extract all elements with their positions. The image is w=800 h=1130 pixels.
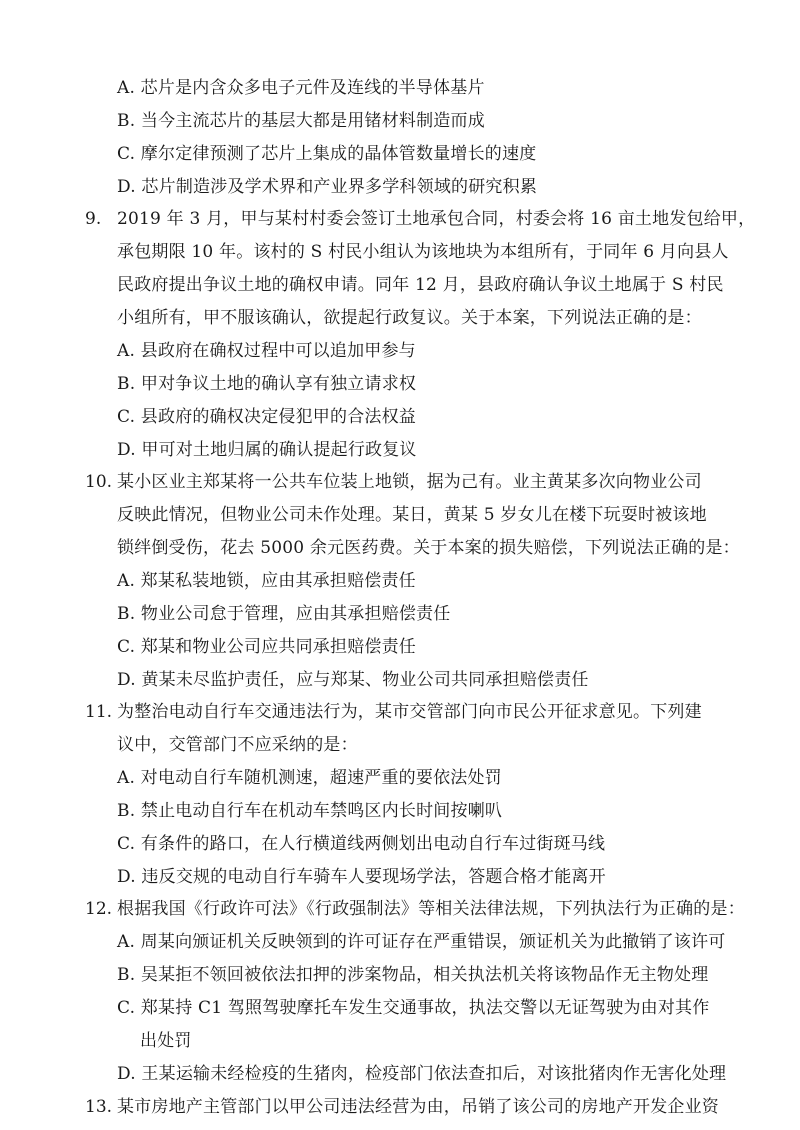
q12-stem-line: 根据我国《行政许可法》《行政强制法》等相关法律法规，下列执法行为正确的是： [117,899,745,919]
q12-option-b: B. 吴某拒不领回被依法扣押的涉案物品，相关执法机关将该物品作无主物处理 [117,965,709,985]
q12-option-d: D. 王某运输未经检疫的生猪肉，检疫部门依法查扣后，对该批猪肉作无害化处理 [117,1064,727,1084]
q10-number: 10. [85,472,113,492]
q9-stem-line: 小组所有，甲不服该确认，欲提起行政复议。关于本案，下列说法正确的是： [117,308,702,328]
q12-option-c-continued: 出处罚 [140,1031,192,1051]
q10-option-c: C. 郑某和物业公司应共同承担赔偿责任 [117,637,417,657]
q11-option-b: B. 禁止电动自行车在机动车禁鸣区内长时间按喇叭 [117,801,503,821]
q11-option-a: A. 对电动自行车随机测速，超速严重的要依法处罚 [117,768,502,788]
q11-stem-line: 议中，交管部门不应采纳的是： [117,735,358,755]
q10-stem-line: 反映此情况，但物业公司未作处理。某日，黄某 5 岁女儿在楼下玩耍时被该地 [117,505,707,525]
q8-option-a: A. 芯片是内含众多电子元件及连线的半导体基片 [117,78,485,98]
q10-option-b: B. 物业公司怠于管理，应由其承担赔偿责任 [117,604,451,624]
q11-option-c: C. 有条件的路口，在人行横道线两侧划出电动自行车过街斑马线 [117,834,606,854]
q10-option-d: D. 黄某未尽监护责任，应与郑某、物业公司共同承担赔偿责任 [117,670,589,690]
q11-number: 11. [85,702,113,722]
q9-option-d: D. 甲可对土地归属的确认提起行政复议 [117,440,417,460]
q9-option-a: A. 县政府在确权过程中可以追加甲参与 [117,341,416,361]
q8-option-d: D. 芯片制造涉及学术界和产业界多学科领域的研究积累 [117,177,538,197]
q13-number: 13. [85,1097,113,1117]
q9-stem-line: 2019 年 3 月，甲与某村村委会签订土地承包合同，村委会将 16 亩土地发包给甲， [117,209,756,229]
q9-option-c: C. 县政府的确权决定侵犯甲的合法权益 [117,407,417,427]
q12-option-a: A. 周某向颁证机关反映领到的许可证存在严重错误，颁证机关为此撤销了该许可 [117,932,726,952]
q9-option-b: B. 甲对争议土地的确认享有独立请求权 [117,374,417,394]
q11-stem-line: 为整治电动自行车交通违法行为，某市交管部门向市民公开征求意见。下列建 [117,702,702,722]
q13-stem-line: 某市房地产主管部门以甲公司违法经营为由，吊销了该公司的房地产开发企业资 [117,1097,719,1117]
q9-number: 9. [85,209,102,229]
q10-stem-line: 某小区业主郑某将一公共车位装上地锁，据为己有。业主黄某多次向物业公司 [117,472,702,492]
q12-number: 12. [85,899,113,919]
q10-stem-line: 锁绊倒受伤，花去 5000 余元医药费。关于本案的损失赔偿，下列说法正确的是： [117,538,740,558]
q8-option-b: B. 当今主流芯片的基层大都是用锗材料制造而成 [117,111,485,131]
q9-stem-line: 民政府提出争议土地的确权申请。同年 12 月，县政府确认争议土地属于 S 村民 [117,275,724,295]
q8-option-c: C. 摩尔定律预测了芯片上集成的晶体管数量增长的速度 [117,144,537,164]
q9-stem-line: 承包期限 10 年。该村的 S 村民小组认为该地块为本组所有，于同年 6 月向县人 [117,242,729,262]
q12-option-c: C. 郑某持 C1 驾照驾驶摩托车发生交通事故，执法交警以无证驾驶为由对其作 [117,998,710,1018]
q11-option-d: D. 违反交规的电动自行车骑车人要现场学法，答题合格才能离开 [117,867,606,887]
q10-option-a: A. 郑某私装地锁，应由其承担赔偿责任 [117,571,416,591]
